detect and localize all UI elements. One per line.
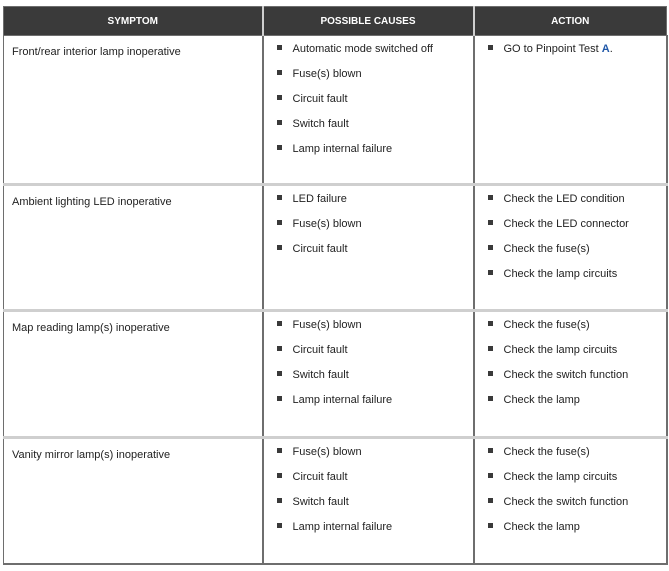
symptom-cell <box>4 185 263 311</box>
pinpoint-test-a-link[interactable]: A <box>601 43 610 55</box>
actions-list <box>475 439 666 546</box>
bullet-square-icon <box>488 498 493 503</box>
causes-cell <box>263 438 474 565</box>
actions-list <box>475 186 666 293</box>
cause-text: Lamp internal failure <box>292 521 393 533</box>
list-item <box>277 344 473 369</box>
list-item <box>277 319 473 344</box>
bullet-square-icon <box>277 321 282 326</box>
table-row <box>4 36 667 185</box>
list-item <box>277 68 473 93</box>
cause-text: Circuit fault <box>292 243 348 255</box>
action-text: Check the lamp circuits <box>503 344 618 356</box>
list-item <box>488 268 666 293</box>
action-text: Check the switch function <box>503 496 629 508</box>
causes-list <box>264 439 473 546</box>
bullet-square-icon <box>277 448 282 453</box>
list-item <box>488 193 666 218</box>
bullet-square-icon <box>488 346 493 351</box>
action-text: Check the fuse(s) <box>503 446 590 458</box>
symptom-cell <box>4 438 263 565</box>
header-symptom: SYMPTOM <box>4 7 263 36</box>
causes-cell <box>263 311 474 438</box>
action-cell <box>474 311 667 438</box>
bullet-square-icon <box>488 473 493 478</box>
causes-cell <box>263 185 474 311</box>
cause-text: Fuse(s) blown <box>292 446 362 458</box>
header-possible-causes: POSSIBLE CAUSES <box>263 7 474 36</box>
list-item <box>488 521 666 546</box>
list-item <box>488 496 666 521</box>
action-text: Check the lamp circuits <box>503 471 618 483</box>
bullet-square-icon <box>277 245 282 250</box>
bullet-square-icon <box>488 220 493 225</box>
list-item <box>488 218 666 243</box>
symptom-text: Map reading lamp(s) inoperative <box>12 322 170 334</box>
table-header-row <box>4 7 667 36</box>
cause-text: Lamp internal failure <box>292 143 393 155</box>
list-item <box>488 43 666 68</box>
cause-text: LED failure <box>292 193 347 205</box>
bullet-square-icon <box>277 396 282 401</box>
list-item <box>488 319 666 344</box>
list-item <box>488 471 666 496</box>
bullet-square-icon <box>277 346 282 351</box>
list-item <box>277 446 473 471</box>
bullet-square-icon <box>277 120 282 125</box>
cause-text: Fuse(s) blown <box>292 319 362 331</box>
cause-text: Automatic mode switched off <box>292 43 433 55</box>
action-cell <box>474 36 667 185</box>
bullet-square-icon <box>488 245 493 250</box>
list-item <box>277 143 473 168</box>
cause-text: Fuse(s) blown <box>292 68 362 80</box>
list-item <box>277 118 473 143</box>
list-item <box>277 43 473 68</box>
list-item <box>277 243 473 268</box>
bullet-square-icon <box>277 45 282 50</box>
list-item <box>277 218 473 243</box>
actions-list <box>475 36 666 68</box>
symptom-text: Vanity mirror lamp(s) inoperative <box>12 449 171 461</box>
cause-text: Switch fault <box>292 496 349 508</box>
bullet-square-icon <box>277 371 282 376</box>
symptom-chart-table <box>3 6 668 565</box>
actions-list <box>475 312 666 419</box>
symptom-cell <box>4 36 263 185</box>
cause-text: Fuse(s) blown <box>292 218 362 230</box>
list-item <box>277 369 473 394</box>
list-item <box>277 93 473 118</box>
action-cell <box>474 438 667 565</box>
causes-cell <box>263 36 474 185</box>
bullet-square-icon <box>488 448 493 453</box>
bullet-square-icon <box>277 498 282 503</box>
bullet-square-icon <box>277 220 282 225</box>
action-text: Check the lamp <box>503 394 580 406</box>
bullet-square-icon <box>277 195 282 200</box>
cause-text: Switch fault <box>292 369 349 381</box>
bullet-square-icon <box>488 523 493 528</box>
action-text: Check the LED connector <box>503 218 629 230</box>
list-item <box>488 446 666 471</box>
list-item <box>488 344 666 369</box>
list-item <box>277 394 473 419</box>
list-item <box>488 243 666 268</box>
table-row <box>4 185 667 311</box>
action-text: Check the fuse(s) <box>503 319 590 331</box>
symptom-text: Front/rear interior lamp inoperative <box>12 46 181 58</box>
symptom-text: Ambient lighting LED inoperative <box>12 196 172 208</box>
action-text: Check the switch function <box>503 369 629 381</box>
cause-text: Circuit fault <box>292 471 348 483</box>
pinpoint-prefix: GO to Pinpoint Test <box>503 43 602 55</box>
list-item <box>488 394 666 419</box>
list-item <box>277 471 473 496</box>
cause-text: Lamp internal failure <box>292 394 393 406</box>
table-row <box>4 438 667 565</box>
bullet-square-icon <box>277 70 282 75</box>
diagnosis-table-container <box>3 6 666 565</box>
bullet-square-icon <box>277 145 282 150</box>
pinpoint-suffix: . <box>609 43 613 55</box>
bullet-square-icon <box>488 396 493 401</box>
action-text: Check the lamp circuits <box>503 268 618 280</box>
list-item <box>277 521 473 546</box>
table-row <box>4 311 667 438</box>
list-item <box>277 496 473 521</box>
bullet-square-icon <box>277 523 282 528</box>
causes-list <box>264 312 473 419</box>
list-item <box>488 369 666 394</box>
cause-text: Circuit fault <box>292 93 348 105</box>
symptom-cell <box>4 311 263 438</box>
bullet-square-icon <box>488 270 493 275</box>
cause-text: Switch fault <box>292 118 349 130</box>
action-text: Check the fuse(s) <box>503 243 590 255</box>
bullet-square-icon <box>488 195 493 200</box>
header-action: ACTION <box>474 7 667 36</box>
bullet-square-icon <box>277 473 282 478</box>
list-item <box>277 193 473 218</box>
bullet-square-icon <box>488 371 493 376</box>
causes-list <box>264 186 473 268</box>
bullet-square-icon <box>488 45 493 50</box>
action-cell <box>474 185 667 311</box>
bullet-square-icon <box>277 95 282 100</box>
action-text: Check the LED condition <box>503 193 625 205</box>
cause-text: Circuit fault <box>292 344 348 356</box>
bullet-square-icon <box>488 321 493 326</box>
causes-list <box>264 36 473 168</box>
action-text: Check the lamp <box>503 521 580 533</box>
